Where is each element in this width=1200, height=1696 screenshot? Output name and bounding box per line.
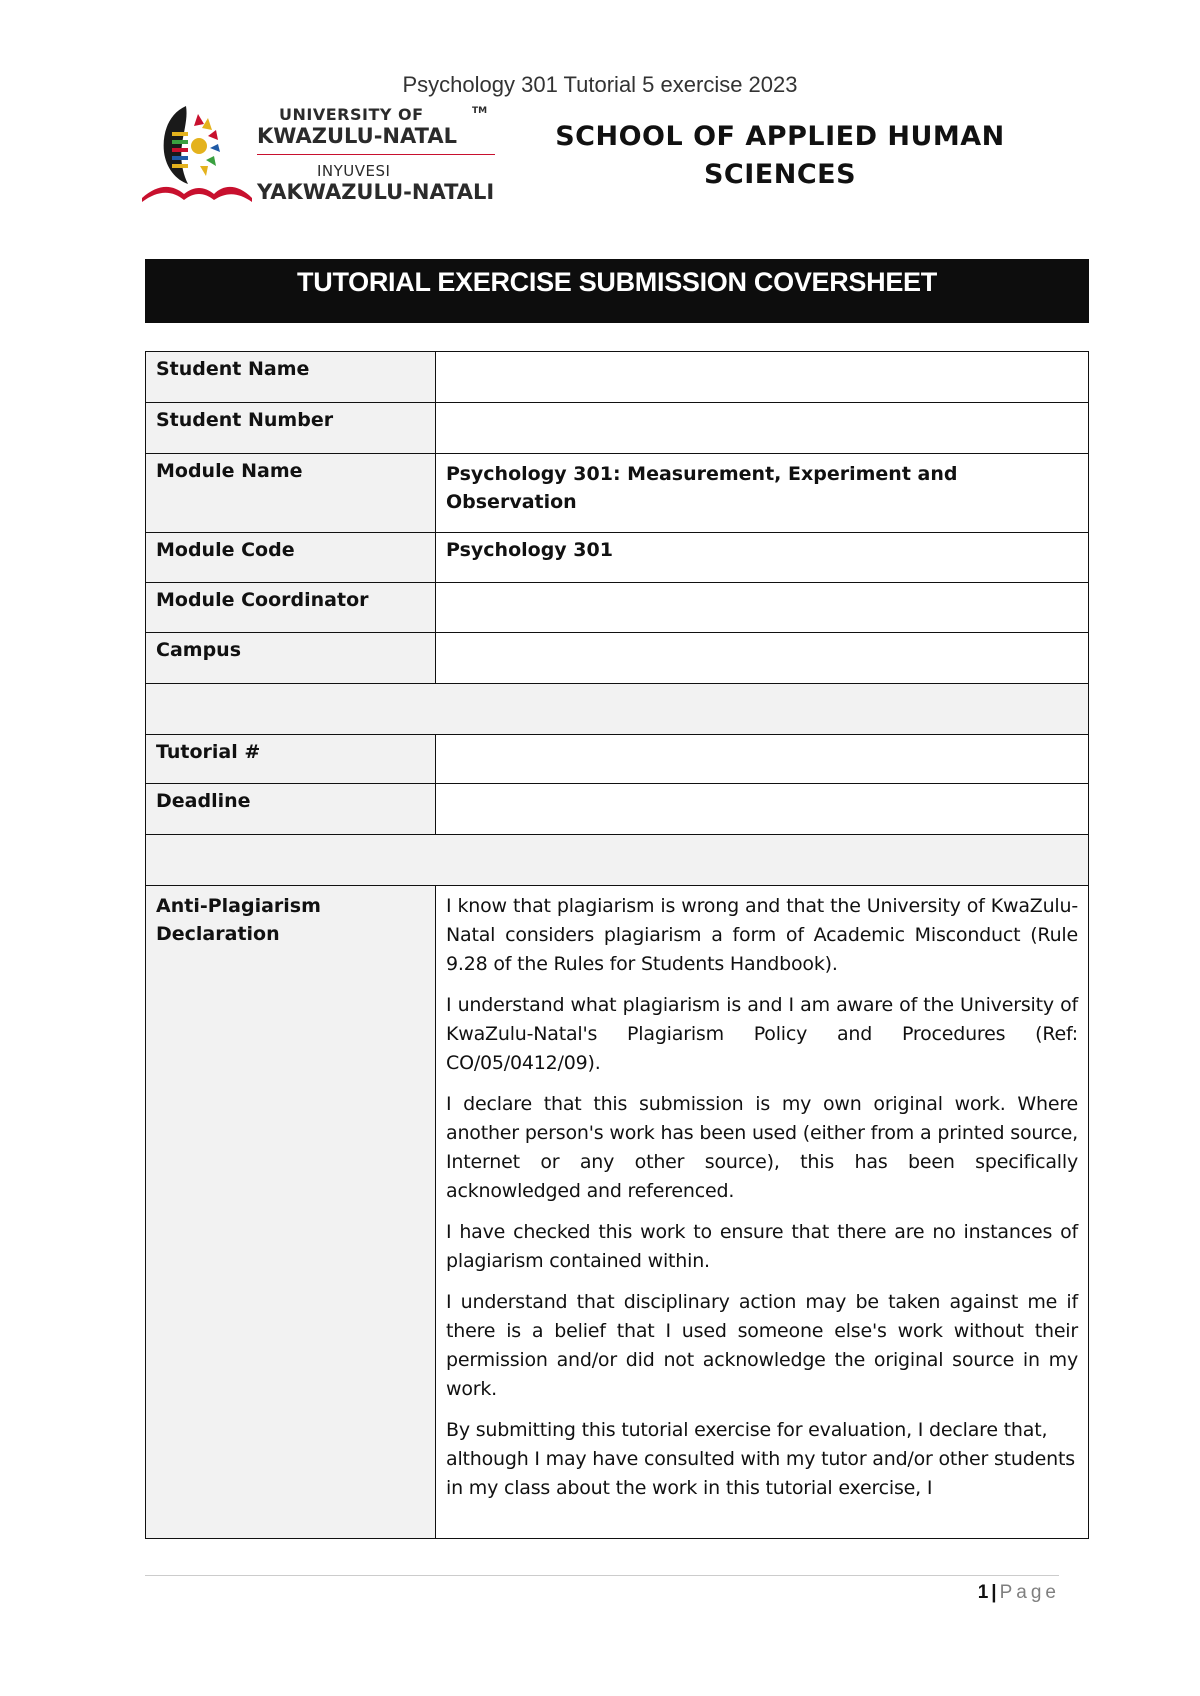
logo-divider — [257, 154, 495, 155]
ukzn-crest-icon — [142, 100, 257, 210]
declaration-paragraph: I know that plagiarism is wrong and that the University of KwaZulu-Natal considers plagiarism a form of Academic Misconduct (Rule 9.28 of the Rules for Students Handbook). — [446, 895, 1078, 975]
student-name-field[interactable] — [436, 352, 1089, 403]
campus-field[interactable] — [436, 633, 1089, 684]
spacer-cell — [146, 684, 1089, 735]
school-title — [520, 118, 1040, 194]
table-row — [146, 533, 1089, 583]
declaration-text — [436, 886, 1089, 1539]
table-row — [146, 454, 1089, 533]
page-number-value: 1 — [977, 1582, 989, 1603]
table-row — [146, 583, 1089, 633]
logo-line-inyuvesi: INYUVESI — [317, 162, 391, 180]
submission-form-table — [145, 351, 1089, 1539]
field-label: Deadline — [146, 784, 436, 835]
page-number — [860, 1582, 1060, 1604]
declaration-paragraph: I declare that this submission is my own original work. Where another person's work has been used (either from a printed source, Internet or any other source), this has been specifically acknowledged and referenced. — [446, 1093, 1078, 1202]
logo-line-kwazulu-natal: KWAZULU-NATAL — [257, 124, 457, 148]
coversheet-title-bar: TUTORIAL EXERCISE SUBMISSION COVERSHEET — [145, 259, 1089, 323]
field-label: Module Coordinator — [146, 583, 436, 633]
module-coordinator-field[interactable] — [436, 583, 1089, 633]
field-label: Student Number — [146, 403, 436, 454]
deadline-field[interactable] — [436, 784, 1089, 835]
tutorial-number-field[interactable] — [436, 735, 1089, 784]
field-label: Module Code — [146, 533, 436, 583]
logo-line-university-of: UNIVERSITY OF — [279, 105, 424, 124]
student-number-field[interactable] — [436, 403, 1089, 454]
spacer-row — [146, 835, 1089, 886]
declaration-paragraph: I understand that disciplinary action may be taken against me if there is a belief that I used someone else's work without their permission and/or did not acknowledge the original source in my work. — [446, 1291, 1078, 1400]
declaration-label: Anti-Plagiarism Declaration — [146, 886, 436, 1539]
declaration-paragraph: By submitting this tutorial exercise for evaluation, I declare that, although I may have consulted with my tutor and/or other students in my class about the work in this tutorial exercise, I — [446, 1419, 1075, 1499]
table-row — [146, 735, 1089, 784]
module-name-field[interactable]: Psychology 301: Measurement, Experiment and Observation — [436, 454, 1089, 533]
declaration-row — [146, 886, 1089, 1539]
page-word: Page — [999, 1582, 1060, 1603]
declaration-paragraph: I have checked this work to ensure that there are no instances of plagiarism contained within. — [446, 1221, 1078, 1272]
table-row — [146, 403, 1089, 454]
table-row — [146, 784, 1089, 835]
running-header: Psychology 301 Tutorial 5 exercise 2023 — [402, 72, 798, 97]
ukzn-logo — [142, 100, 502, 210]
table-row — [146, 352, 1089, 403]
module-code-field[interactable]: Psychology 301 — [436, 533, 1089, 583]
declaration-paragraph: I understand what plagiarism is and I am aware of the University of KwaZulu-Natal's Plagiarism Policy and Procedures (Ref: CO/05/0412/09). — [446, 994, 1078, 1074]
spacer-row — [146, 684, 1089, 735]
logo-line-yakwazulu-natali: YAKWAZULU-NATALI — [257, 180, 495, 204]
footer-divider — [145, 1575, 1059, 1576]
logo-trademark: TM — [472, 106, 488, 116]
page-number-separator: | — [991, 1582, 997, 1603]
school-title-line-1: SCHOOL OF APPLIED HUMAN — [555, 121, 1005, 152]
spacer-cell — [146, 835, 1089, 886]
field-label: Campus — [146, 633, 436, 684]
table-row — [146, 633, 1089, 684]
field-label: Tutorial # — [146, 735, 436, 784]
school-title-line-2: SCIENCES — [703, 159, 857, 190]
field-label: Student Name — [146, 352, 436, 403]
field-label: Module Name — [146, 454, 436, 533]
